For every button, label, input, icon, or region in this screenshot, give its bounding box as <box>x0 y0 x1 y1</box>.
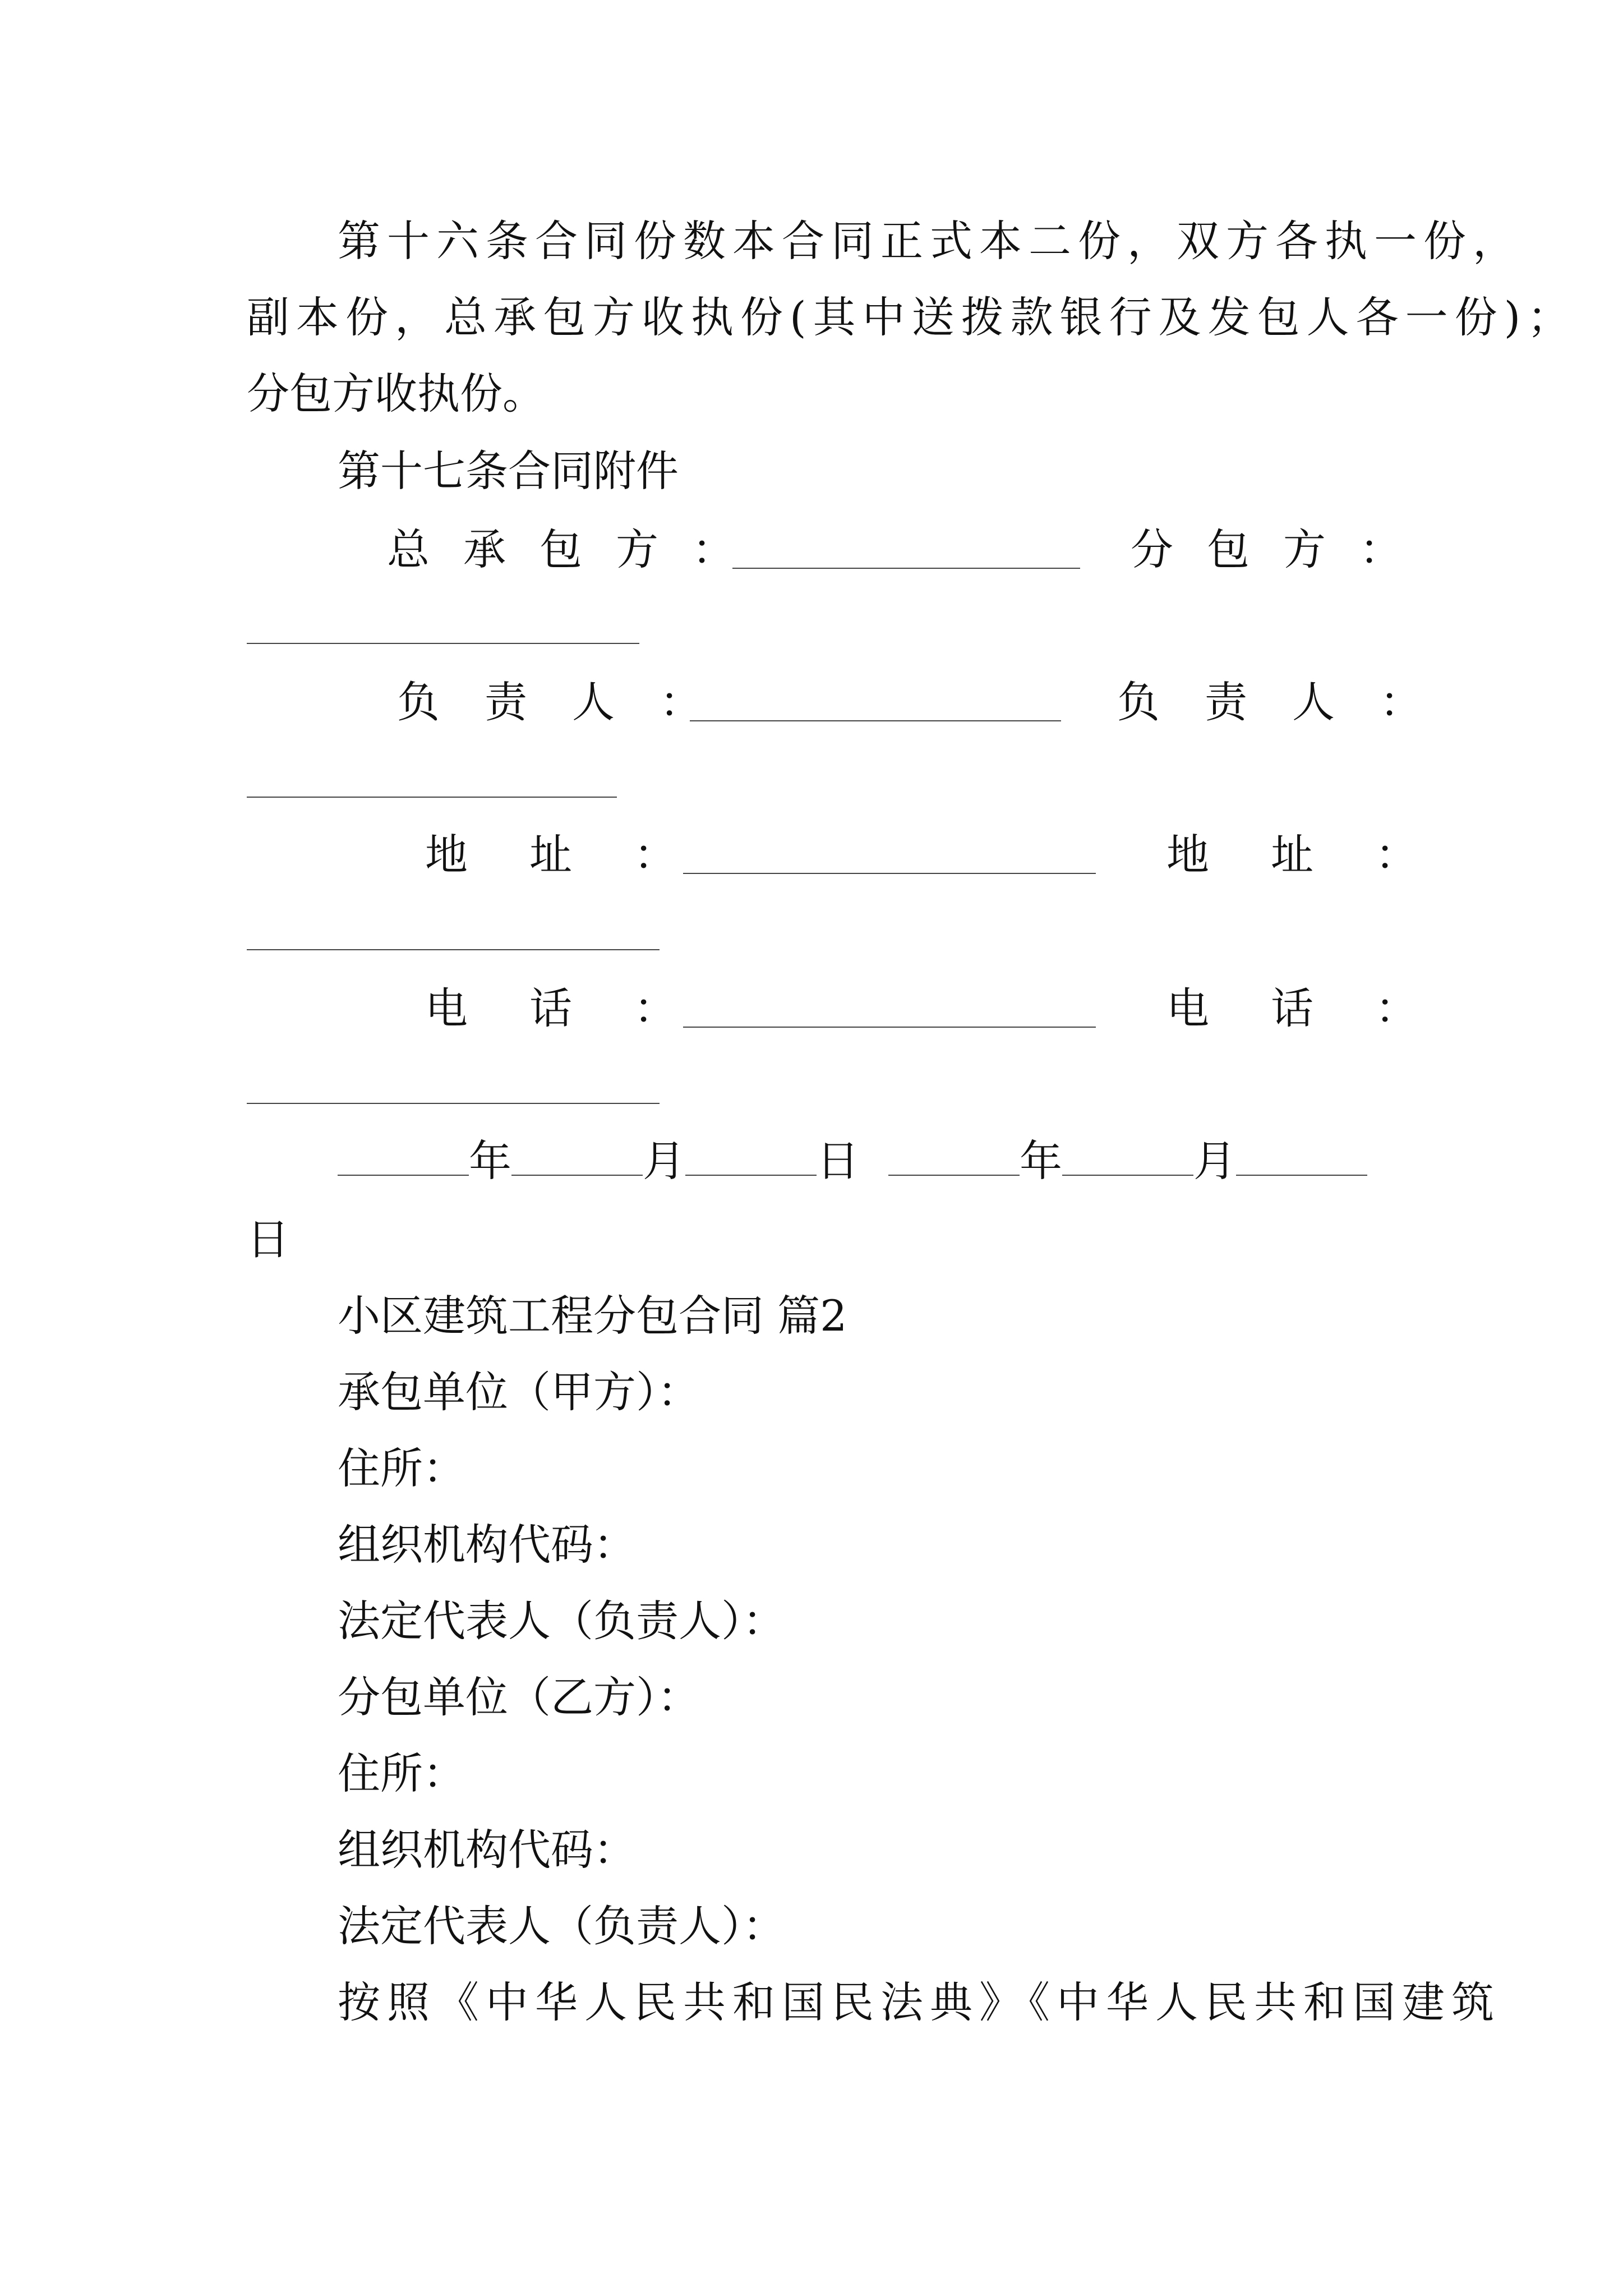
subcontractor-responsible-line <box>247 797 617 798</box>
day-blank-1 <box>685 1141 817 1176</box>
year-label-1: 年 <box>469 1136 511 1186</box>
contractor-phone-label: 电话： <box>425 983 738 1033</box>
contractor-address-line <box>683 873 1096 874</box>
party-a-org-code: 组织机构代码： <box>338 1520 636 1570</box>
contractor-phone-line <box>683 1027 1096 1028</box>
article-16-line-3: 分包方收执份。 <box>247 369 545 418</box>
subcontractor-signature-line <box>247 643 639 644</box>
month-blank-2 <box>1062 1141 1193 1176</box>
subcontractor-address-line <box>247 949 660 950</box>
article-16-line-1: 第十六条合同份数本合同正式本二份，双方各执一份， <box>338 216 1522 266</box>
party-b-address: 住所： <box>338 1749 465 1798</box>
month-label-1: 月 <box>643 1136 685 1186</box>
article-17-heading: 第十七条合同附件 <box>338 446 679 496</box>
month-blank-1 <box>511 1141 643 1176</box>
party-a-address: 住所： <box>338 1443 465 1493</box>
subcontractor-responsible-label: 负责人： <box>1117 677 1467 727</box>
party-b-org-code: 组织机构代码： <box>338 1825 636 1875</box>
party-a-unit: 承包单位（甲方）： <box>338 1367 700 1417</box>
date-row <box>338 1133 1367 1189</box>
article-16-line-2: 副本份，总承包方收执份(其中送拨款银行及发包人各一份)； <box>247 292 1577 342</box>
year-blank-1 <box>338 1141 469 1176</box>
party-a-representative: 法定代表人（负责人）： <box>338 1596 785 1646</box>
year-label-2: 年 <box>1020 1136 1062 1186</box>
contractor-responsible-line <box>690 720 1061 721</box>
subcontractor-label: 分包方： <box>1131 524 1436 574</box>
subcontractor-address-label: 地址： <box>1166 830 1479 880</box>
subcontractor-phone-label: 电话： <box>1166 983 1479 1033</box>
day-label-1: 日 <box>817 1136 859 1186</box>
contractor-responsible-label: 负责人： <box>397 677 747 727</box>
subcontractor-phone-line <box>247 1103 660 1104</box>
contractor-address-label: 地址： <box>425 830 738 880</box>
month-label-2: 月 <box>1193 1136 1236 1186</box>
day-label-2: 日 <box>247 1214 289 1264</box>
contractor-signature-line <box>732 568 1080 569</box>
party-b-unit: 分包单位（乙方）： <box>338 1672 700 1722</box>
contractor-label: 总承包方： <box>387 524 768 574</box>
law-reference-line: 按照《中华人民共和国民法典》《中华人民共和国建筑 <box>338 1977 1501 2027</box>
year-blank-2 <box>888 1141 1020 1176</box>
day-blank-2 <box>1236 1141 1367 1176</box>
section-2-title: 小区建筑工程分包合同 篇2 <box>338 1291 847 1341</box>
party-b-representative: 法定代表人（负责人）： <box>338 1901 785 1951</box>
